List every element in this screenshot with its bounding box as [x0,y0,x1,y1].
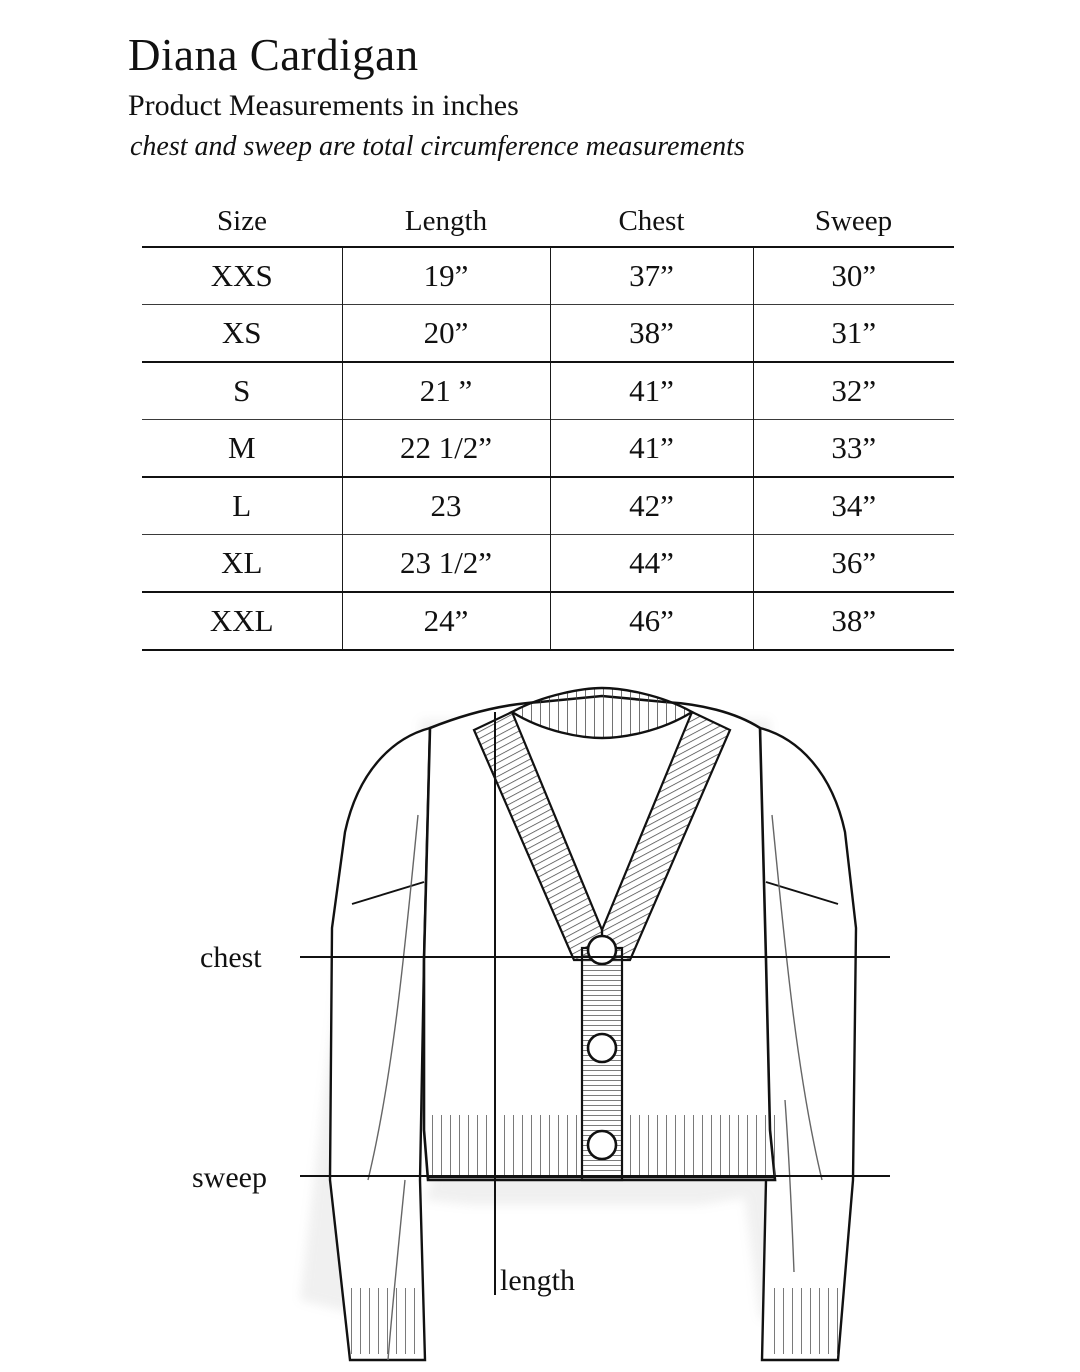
cardigan-technical-flat [0,660,1080,1372]
cell-size: S [142,362,342,420]
page-title: Diana Cardigan [128,30,419,80]
cell-size: XXS [142,247,342,305]
cell-length: 24” [342,592,550,650]
cell-size: XS [142,305,342,363]
cell-length: 19” [342,247,550,305]
cell-size: XXL [142,592,342,650]
size-chart-container [142,203,954,651]
cell-sweep: 38” [753,592,954,650]
table-row [142,535,954,593]
chest-label: chest [200,941,262,974]
table-header [142,203,954,247]
cell-sweep: 36” [753,535,954,593]
length-label: length [500,1264,575,1297]
cell-size: L [142,477,342,535]
table-header-row [142,203,954,247]
page-subtitle: Product Measurements in inches [128,89,519,122]
cell-size: M [142,420,342,478]
button-middle [588,1034,616,1062]
table-body [142,247,954,650]
cell-length: 20” [342,305,550,363]
size-chart-table [142,203,954,651]
right-cuff-ribbing [766,1288,844,1354]
cell-length: 23 1/2” [342,535,550,593]
left-cuff-ribbing [345,1288,423,1354]
measurement-note: chest and sweep are total circumference measurements [130,131,745,162]
cell-sweep: 32” [753,362,954,420]
cell-size: XL [142,535,342,593]
cell-length: 22 1/2” [342,420,550,478]
cell-chest: 41” [550,420,753,478]
table-row [142,420,954,478]
table-row [142,362,954,420]
sweep-label: sweep [192,1161,267,1194]
cell-length: 23 [342,477,550,535]
table-row [142,592,954,650]
cell-sweep: 31” [753,305,954,363]
column-header-chest: Chest [618,205,685,237]
cell-length: 21 ” [342,362,550,420]
button-top [588,936,616,964]
cell-chest: 37” [550,247,753,305]
table-row [142,247,954,305]
left-sleeve [330,728,430,1360]
right-sleeve [760,728,856,1360]
cell-sweep: 33” [753,420,954,478]
cell-sweep: 30” [753,247,954,305]
column-header-sweep: Sweep [814,205,893,237]
cell-chest: 44” [550,535,753,593]
heading-block [128,28,988,166]
cell-chest: 38” [550,305,753,363]
table-row [142,477,954,535]
column-header-length: Length [404,205,488,237]
cell-chest: 41” [550,362,753,420]
cell-chest: 42” [550,477,753,535]
column-header-size: Size [217,205,267,237]
table-row [142,305,954,363]
cell-chest: 46” [550,592,753,650]
cell-sweep: 34” [753,477,954,535]
button-bottom [588,1131,616,1159]
